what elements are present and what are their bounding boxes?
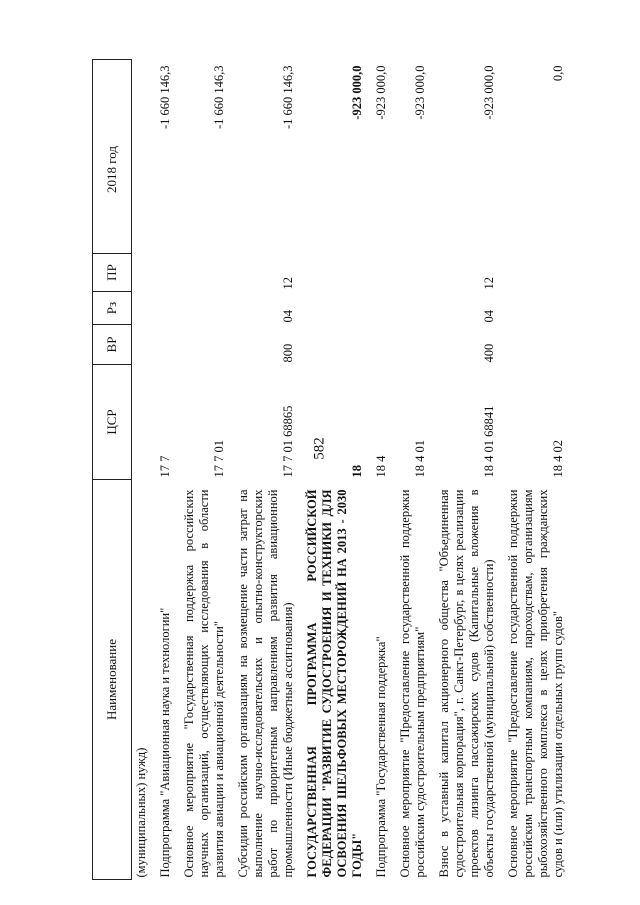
row-year: -1 660 146,3 — [158, 65, 172, 130]
row-year: -923 000,0 — [374, 65, 388, 120]
row-vr — [371, 325, 395, 365]
row-rz: 04 — [482, 310, 496, 323]
header-rz: Рз — [93, 292, 132, 325]
row-rz — [395, 292, 434, 325]
row-vr: 400 — [482, 343, 496, 363]
header-year: 2018 год — [93, 60, 132, 254]
row-csr: 17 7 01 68865 — [281, 405, 295, 478]
table-row — [302, 60, 371, 880]
row-year: -1 660 146,3 — [281, 65, 295, 130]
table-row — [434, 60, 503, 880]
row-csr: 18 4 02 — [551, 440, 565, 478]
row-csr: 18 4 — [374, 455, 388, 478]
row-pr — [395, 254, 434, 292]
row-name: Основное мероприятие "Государственная поддержка российских научных организаций, осуществляющих исследования в области развития авиации и авиационной деятельности" — [182, 489, 226, 878]
row-vr — [503, 325, 572, 365]
table-row — [395, 60, 434, 880]
row-pr: 12 — [482, 277, 496, 290]
row-rz — [179, 292, 233, 325]
row-rz — [503, 292, 572, 325]
row-year — [132, 60, 156, 254]
row-pr — [179, 254, 233, 292]
row-csr: 18 4 01 — [413, 440, 427, 478]
row-vr — [155, 325, 179, 365]
row-rz — [371, 292, 395, 325]
row-name: Основное мероприятие "Предоставление государственной поддержки российским транспортным компаниям, пароходствам, организациям рыбохозяйственного комплекса в целях приобретения гражданских судов и (или) утилизации отдельных групп судов" — [506, 489, 565, 878]
table-row — [155, 60, 179, 880]
row-name: Подпрограмма "Авиационная наука и технологии" — [158, 607, 172, 878]
row-pr — [371, 254, 395, 292]
table-row — [179, 60, 233, 880]
row-year: -923 000,0 — [413, 65, 427, 120]
row-vr — [302, 325, 371, 365]
row-vr — [395, 325, 434, 365]
budget-table — [92, 59, 572, 880]
row-year: 0,0 — [551, 65, 565, 82]
row-name: Взнос в уставный капитал акционерного общества "Объединенная судостроительная корпорация", г. Санкт-Петербург, в целях реализации проектов лизинга пассажирских судов (Капитальные вложения в объекты государственной (муниципальной) собственности) — [437, 489, 496, 878]
header-pr: ПР — [93, 254, 132, 292]
row-csr: 18 — [350, 465, 364, 478]
row-name: Субсидии российским организациям на возмещение части затрат на выполнение научно-исследовательских и опытно-конструкторских работ по приоритетным направлениям развития авиационной промышленности (Иные бюджетные ассигнования) — [236, 489, 295, 878]
row-vr — [132, 325, 156, 365]
row-pr — [302, 254, 371, 292]
page-number: 582 — [311, 437, 328, 460]
header-vr: ВР — [93, 325, 132, 365]
row-name: Подпрограмма "Государственная поддержка" — [374, 636, 388, 878]
row-pr — [132, 254, 156, 292]
table-row — [503, 60, 572, 880]
table-header-row — [93, 60, 132, 880]
row-pr — [503, 254, 572, 292]
table-row — [132, 60, 156, 880]
row-year: -1 660 146,3 — [212, 65, 226, 130]
row-csr — [132, 365, 156, 480]
row-rz: 04 — [281, 310, 295, 323]
row-csr: 18 4 01 68841 — [482, 405, 496, 478]
row-year: -923 000,0 — [482, 65, 496, 120]
row-csr: 17 7 01 — [212, 440, 226, 478]
table-row — [371, 60, 395, 880]
header-name: Наименование — [93, 480, 132, 880]
header-csr: ЦСР — [93, 365, 132, 480]
budget-table-container — [92, 60, 638, 880]
row-name: ГОСУДАРСТВЕННАЯ ПРОГРАММА РОССИЙСКОЙ ФЕДЕРАЦИИ "РАЗВИТИЕ СУДОСТРОЕНИЯ И ТЕХНИКИ ДЛЯ ОСВОЕНИЯ ШЕЛЬФОВЫХ МЕСТОРОЖДЕНИЙ НА 2013 - 2030 ГОДЫ" — [305, 489, 364, 878]
row-csr: 17 7 — [158, 455, 172, 478]
row-vr — [179, 325, 233, 365]
row-rz — [155, 292, 179, 325]
row-rz — [132, 292, 156, 325]
row-name: Основное мероприятие "Предоставление государственной поддержки российским судостроительным предприятиям" — [398, 489, 427, 878]
table-row — [233, 60, 302, 880]
row-vr: 800 — [281, 343, 295, 363]
row-rz — [302, 292, 371, 325]
row-pr: 12 — [281, 277, 295, 290]
row-name: (муниципальных) нужд) — [134, 747, 148, 878]
row-year: -923 000,0 — [350, 65, 364, 120]
row-pr — [155, 254, 179, 292]
